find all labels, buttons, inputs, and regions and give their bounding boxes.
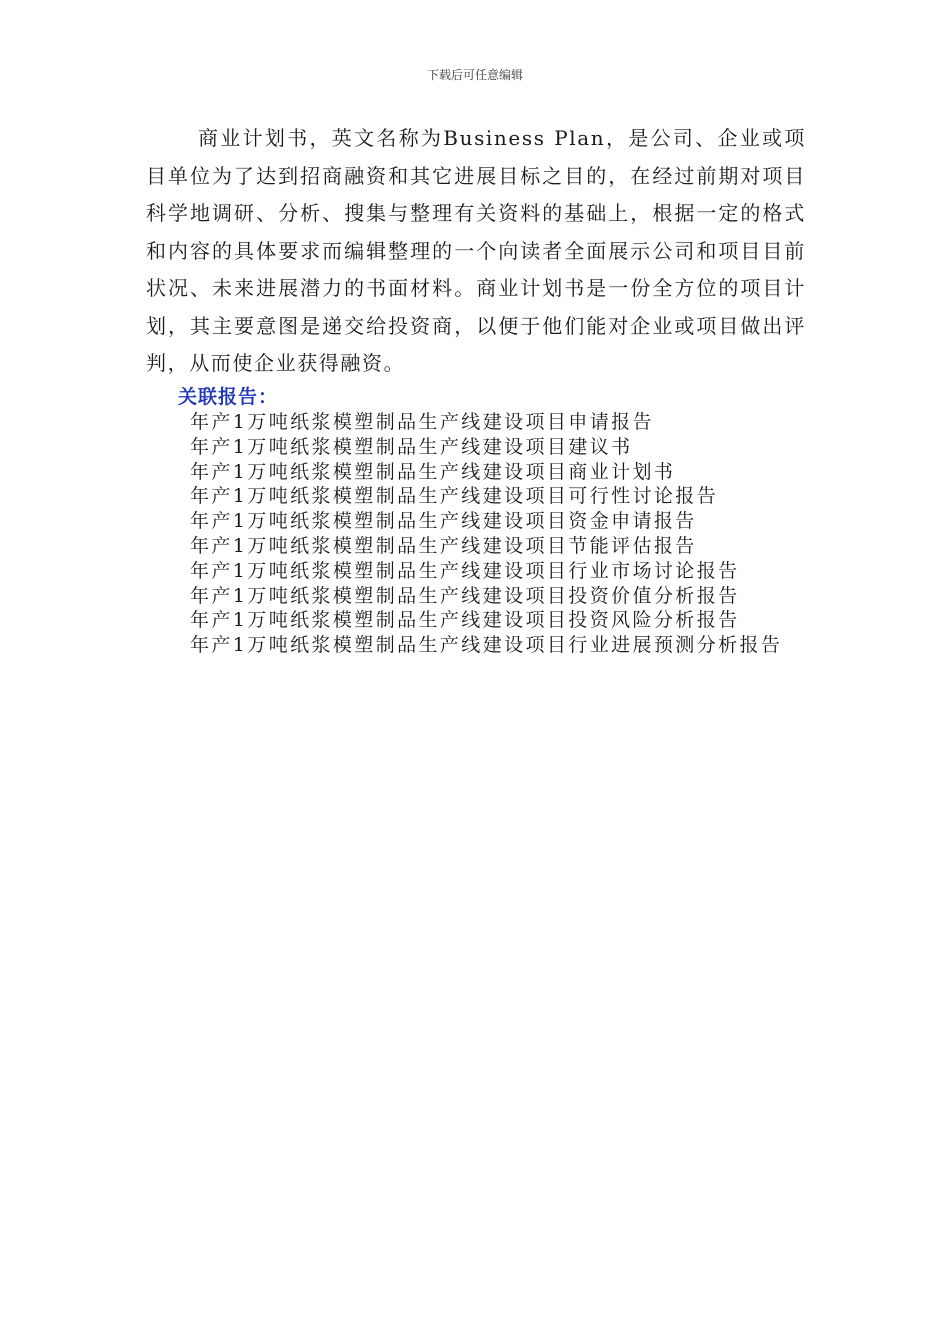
related-report-item: 年产1万吨纸浆模塑制品生产线建设项目可行性讨论报告 <box>190 485 719 508</box>
related-report-item: 年产1万吨纸浆模塑制品生产线建设项目资金申请报告 <box>190 510 697 533</box>
page-header-note: 下载后可任意编辑 <box>426 68 523 82</box>
related-report-item: 年产1万吨纸浆模塑制品生产线建设项目投资风险分析报告 <box>190 609 740 632</box>
related-reports-title: 关联报告： <box>178 386 279 408</box>
related-report-item: 年产1万吨纸浆模塑制品生产线建设项目行业进展预测分析报告 <box>190 634 783 657</box>
related-reports-section <box>146 384 808 658</box>
related-report-item: 年产1万吨纸浆模塑制品生产线建设项目申请报告 <box>190 411 654 433</box>
related-report-item: 年产1万吨纸浆模塑制品生产线建设项目行业市场讨论报告 <box>190 559 740 582</box>
intro-paragraph: 商业计划书，英文名称为Business Plan，是公司、企业或项目单位为了达到招商融资和其它进展目标之目的，在经过前期对项目科学地调研、分析、搜集与整理有关资料的基础上，根据一定的格式和内容的具体要求而编辑整理的一个向读者全面展示公司和项目目前状况、未来进展潜力的书面材料。商业计划书是一份全方位的项目计划，其主要意图是递交给投资商，以便于他们能对企业或项目做出评判，从而使企业获得融资。 <box>146 126 806 375</box>
related-report-item: 年产1万吨纸浆模塑制品生产线建设项目节能评估报告 <box>190 534 697 557</box>
related-report-item: 年产1万吨纸浆模塑制品生产线建设项目投资价值分析报告 <box>190 584 740 607</box>
related-report-item: 年产1万吨纸浆模塑制品生产线建设项目商业计划书 <box>190 460 676 483</box>
related-reports-list <box>146 410 808 658</box>
related-report-item: 年产1万吨纸浆模塑制品生产线建设项目建议书 <box>190 435 633 458</box>
